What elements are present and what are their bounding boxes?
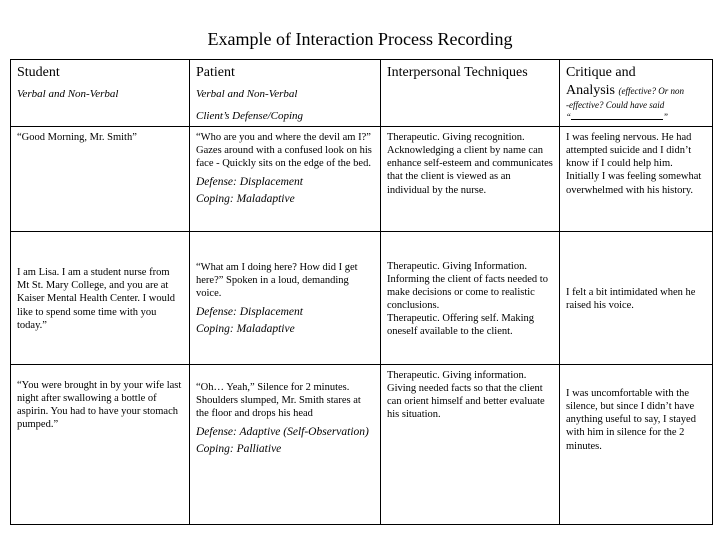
student-cell: “Good Morning, Mr. Smith”: [11, 127, 190, 232]
technique-cell: [381, 127, 560, 232]
technique-text: Therapeutic. Giving Information. Informing the client of facts needed to make decisions or come to realistic conclusions.: [387, 260, 548, 311]
patient-heading: Patient: [196, 65, 235, 80]
critique-cell: I was feeling nervous. He had attempted suicide and I didn’t know if I could help him. Initially I was feeling somewhat overwhelmed with his history.: [560, 127, 713, 232]
defense-text: Defense: Displacement: [196, 176, 303, 189]
page-title: Example of Interaction Process Recording: [207, 29, 513, 49]
header-student: [11, 60, 190, 127]
technique-cell: [381, 232, 560, 365]
table-row: [11, 127, 713, 232]
process-recording-table: [10, 59, 713, 525]
defense-text: Defense: Displacement: [196, 306, 303, 319]
coping-text: Coping: Maladaptive: [196, 193, 295, 206]
critique-note-open-quote: “: [566, 111, 572, 122]
patient-cell: [190, 127, 381, 232]
critique-note-2: -effective? Could have said: [566, 100, 665, 111]
table-row: [11, 232, 713, 365]
coping-text: Coping: Palliative: [196, 443, 282, 456]
header-row: [11, 60, 713, 127]
critique-note-close-quote: ”: [663, 111, 669, 122]
critique-note-1: (effective? Or non: [618, 86, 684, 97]
technique-text-2: Therapeutic. Offering self. Making oneself available to the client.: [387, 313, 535, 338]
technique-text: Therapeutic. Giving recognition. Acknowledging a client by name can enhance self-esteem and communicates that the client is viewed as an individual by the nurse.: [387, 132, 553, 196]
patient-subheading: Verbal and Non-Verbal: [196, 87, 298, 100]
patient-cell: [190, 365, 381, 525]
student-cell: I am Lisa. I am a student nurse from Mt St. Mary College, and you are at Kaiser Mental Health Center. I would like to spend some time with you today.”: [11, 232, 190, 365]
patient-text: “What am I doing here? How did I get here?” Spoken in a loud, demanding voice.: [196, 261, 358, 299]
student-heading: Student: [17, 65, 60, 80]
header-techniques: [381, 60, 560, 127]
blank-line: [571, 113, 663, 120]
defense-text: Defense: Adaptive (Self-Observation): [196, 426, 369, 439]
patient-text: “Who are you and where the devil am I?” Gazes around with a confused look on his face - Quickly sits on the edge of the bed.: [196, 132, 372, 170]
header-patient: [190, 60, 381, 127]
patient-cell: [190, 232, 381, 365]
student-text: “You were brought in by your wife last night after swallowing a bottle of aspirin. You had to have your stomach pumped.”: [17, 380, 182, 431]
critique-heading-line1: Critique and: [566, 65, 636, 80]
student-cell: [11, 365, 190, 525]
critique-heading-line2: Analysis: [566, 83, 615, 99]
patient-defense-heading: Client’s Defense/Coping: [196, 110, 304, 123]
critique-cell: [560, 365, 713, 525]
coping-text: Coping: Maladaptive: [196, 322, 295, 335]
technique-cell: [381, 365, 560, 525]
patient-text: “Oh… Yeah,” Silence for 2 minutes. Shoulders slumped, Mr. Smith stares at the floor and drops his head: [196, 382, 361, 420]
header-critique: [560, 60, 713, 127]
critique-cell: I felt a bit intimidated when he raised his voice.: [560, 232, 713, 365]
techniques-heading: Interpersonal Techniques: [387, 65, 528, 80]
technique-text: Therapeutic. Giving information. Giving needed facts so that the client can orient himself and better evaluate his situation.: [387, 370, 545, 421]
table-row: [11, 365, 713, 525]
critique-text: I was uncomfortable with the silence, but since I didn’t have anything useful to say, I stayed with him in silence for the 2 minutes.: [566, 388, 696, 452]
student-subheading: Verbal and Non-Verbal: [17, 87, 119, 100]
